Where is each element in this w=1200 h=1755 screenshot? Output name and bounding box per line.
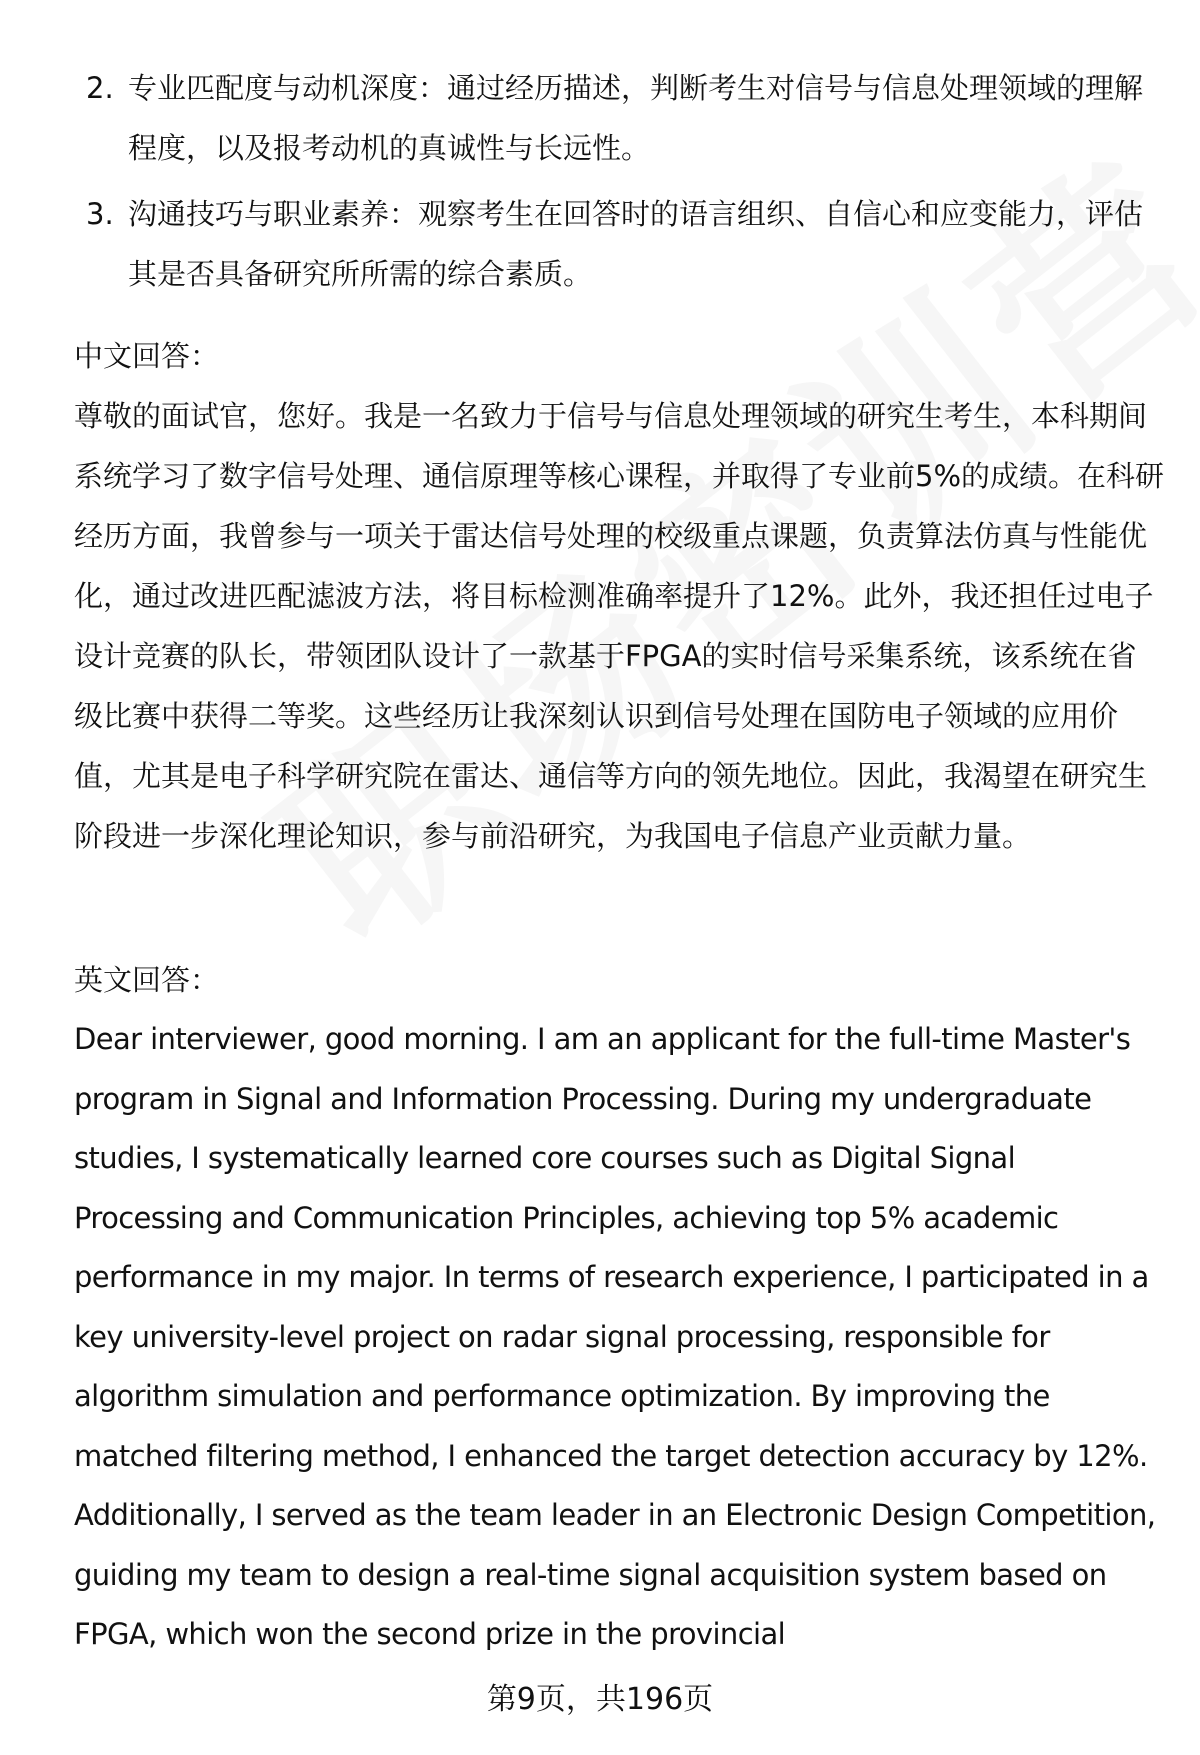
chinese-answer-label: 中文回答： xyxy=(74,339,220,373)
criteria-list xyxy=(86,58,1156,310)
english-answer-section xyxy=(74,950,1164,1665)
list-item-number: 3. xyxy=(86,197,114,231)
list-item-number: 2. xyxy=(86,71,114,105)
page-number-footer: 第9页，共196页 xyxy=(486,1682,714,1717)
list-item-text: 沟通技巧与职业素养：观察考生在回答时的语言组织、自信心和应变能力，评估其是否具备研究所所需的综合素质。 xyxy=(128,197,1144,291)
english-answer-text: Dear interviewer, good morning. I am an applicant for the full-time Master's program in Signal and Information Processing. During my undergraduate studies, I systematically learned core courses such as Digital Signal Processing and Communication Principles, achieving top 5% academic performance in my major. In terms of research experience, I participated in a key university-level project on radar signal processing, responsible for algorithm simulation and performance optimization. By improving the matched filtering method, I enhanced the target detection accuracy by 12%. Additionally, I served as the team leader in an Electronic Design Competition, guiding my team to design a real-time signal acquisition system based on FPGA, which won the second prize in the provincial xyxy=(74,1022,1156,1651)
list-item xyxy=(86,184,1156,304)
chinese-answer-text: 尊敬的面试官，您好。我是一名致力于信号与信息处理领域的研究生考生，本科期间系统学习了数字信号处理、通信原理等核心课程，并取得了专业前5%的成绩。在科研经历方面，我曾参与一项关于雷达信号处理的校级重点课题，负责算法仿真与性能优化，通过改进匹配滤波方法，将目标检测准确率提升了12%。此外，我还担任过电子设计竞赛的队长，带领团队设计了一款基于FPGA的实时信号采集系统，该系统在省级比赛中获得二等奖。这些经历让我深刻认识到信号处理在国防电子领域的应用价值，尤其是电子科学研究院在雷达、通信等方向的领先地位。因此，我渴望在研究生阶段进一步深化理论知识，参与前沿研究，为我国电子信息产业贡献力量。 xyxy=(74,399,1165,853)
list-item xyxy=(86,58,1156,178)
list-item-text: 专业匹配度与动机深度：通过经历描述，判断考生对信号与信息处理领域的理解程度，以及报考动机的真诚性与长远性。 xyxy=(128,71,1144,165)
english-answer-label: 英文回答： xyxy=(74,963,220,997)
chinese-answer-section xyxy=(74,326,1164,866)
